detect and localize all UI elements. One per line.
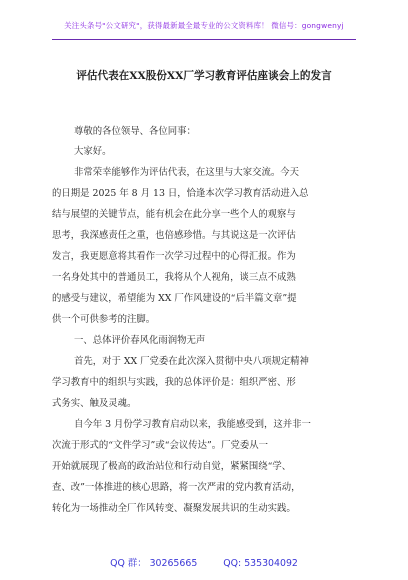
paragraph-line: 结与展望的关键节点，能有机会在此分享一些个人的观察与	[52, 209, 296, 220]
paragraph-line: 开始就展现了极高的政治站位和行动自觉，紧紧围绕“学、	[52, 461, 292, 472]
paragraph-line: 的感受与建议，希望能为 XX 厂作风建设的“后半篇文章”提	[52, 293, 297, 304]
paragraph-line: 自今年 3 月份学习教育启动以来，我能感受到，这并非一	[74, 419, 311, 430]
greeting: 大家好。	[74, 146, 112, 157]
paragraph-line: 发言，我更愿意将其看作一次学习过程中的心得汇报。作为	[52, 251, 296, 262]
header-banner: 关注头条号"公文研究"，获得最新最全最专业的公文资料库！ 微信号：gongwenyj	[64, 21, 344, 30]
paragraph-line: 查、改”一体推进的核心思路，将一次严肃的党内教育活动，	[52, 482, 301, 493]
qq-group-link[interactable]: QQ 群： 30265665	[110, 558, 198, 569]
paragraph-line: 思考，我深感责任之重，也倍感珍惜。与其说这是一次评估	[52, 230, 296, 241]
qq-contact-link[interactable]: QQ: 535304092	[223, 558, 298, 569]
paragraph-line: 次流于形式的“文件学习”或“会议传达”。厂党委从一	[52, 440, 269, 451]
paragraph-line: 转化为一场推动全厂作风转变、凝聚发展共识的生动实践。	[52, 503, 296, 514]
paragraph-line: 式务实、触及灵魂。	[52, 398, 137, 409]
paragraph-line: 非常荣幸能够作为评估代表，在这里与大家交流。今天	[74, 167, 300, 178]
document-title: 评估代表在XX股份XX厂学习教育评估座谈会上的发言	[76, 70, 332, 82]
paragraph-line: 供一个可供参考的注脚。	[52, 314, 156, 325]
footer-contact	[0, 555, 408, 569]
header-divider	[52, 39, 356, 40]
salutation: 尊敬的各位领导、各位同事：	[74, 126, 196, 137]
section-heading: 一、总体评价春风化雨润物无声	[74, 335, 206, 346]
paragraph-line: 的日期是 2025 年 8 月 13 日，恰逢本次学习教育活动进入总	[52, 188, 309, 199]
paragraph-line: 首先，对于 XX 厂党委在此次深入贯彻中央八项规定精神	[74, 356, 309, 367]
paragraph-line: 一名身处其中的普通员工，我将从个人视角，谈三点不成熟	[52, 272, 296, 283]
paragraph-line: 学习教育中的组织与实践，我的总体评价是：组织严密、形	[52, 377, 296, 388]
